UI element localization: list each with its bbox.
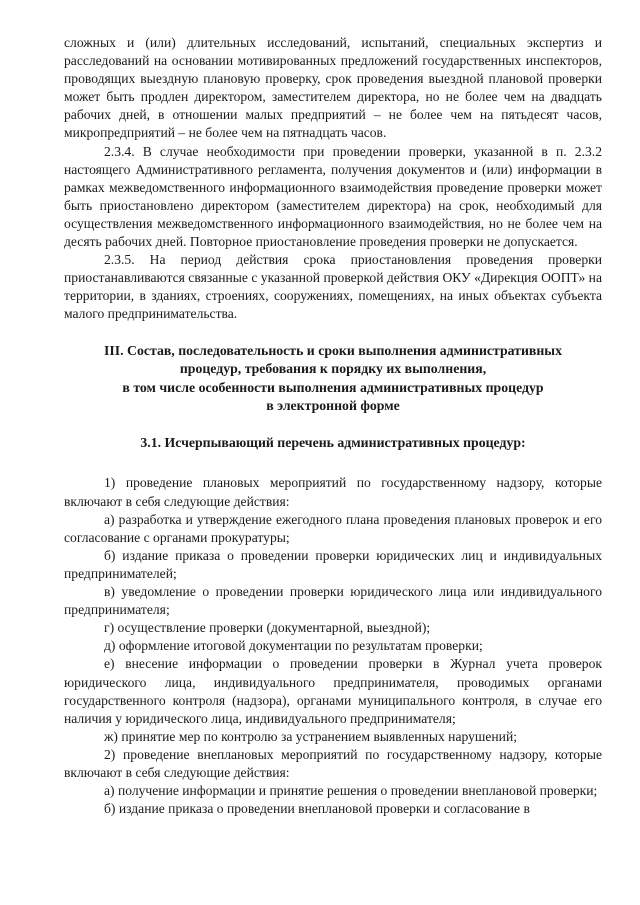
list-item: г) осуществление проверки (документарной, выездной); xyxy=(104,620,431,636)
document-page xyxy=(64,34,602,818)
paragraph-2-3-5: 2.3.5. На период действия срока приостановления проведения проверки приостанавливаются связанные с указанной проверкой действия ОКУ «Дирекция ООПТ» на территории, в зданиях, строениях, сооружениях, помещениях, на иных объектах субъекта малого предпринимательства. xyxy=(64,252,602,322)
section-heading-line-1: III. Состав, последовательность и сроки выполнения административных xyxy=(104,342,562,358)
list-item: б) издание приказа о проведении внеплановой проверки и согласование в xyxy=(104,801,530,817)
list-item: 2) проведение внеплановых мероприятий по государственному надзору, которые включают в себя следующие действия: xyxy=(64,746,602,780)
list-item: а) получение информации и принятие решения о проведении внеплановой проверки; xyxy=(104,783,598,799)
section-heading-line-4: в электронной форме xyxy=(266,398,400,414)
list-item: в) уведомление о проведении проверки юридического лица или индивидуального предпринимателя; xyxy=(64,584,602,618)
paragraph-2-3-4: 2.3.4. В случае необходимости при проведении проверки, указанной в п. 2.3.2 настоящего Административного регламента, получения документов и (или) информации в рамках межведомственного информационного взаимодействия проведение проверки может быть приостановлено директором (заместителем директора) на срок, необходимый для осуществления межведомственного информационного взаимодействия, но не более чем на десять рабочих дней. Повторное приостановление проведения проверки не допускается. xyxy=(64,143,602,250)
list-item: д) оформление итоговой документации по результатам проверки; xyxy=(104,638,483,654)
continuation-paragraph: сложных и (или) длительных исследований, испытаний, специальных экспертиз и расследований на основании мотивированных предложений государственных инспекторов, проводящих выездную плановую проверку, срок проведения выездной плановой проверки может быть продлен директором, заместителем директора, но не более чем на двадцать рабочих дней, в отношении малых предприятий – не более чем на пятьдесят часов, микропредприятий – не более чем на пятнадцать часов. xyxy=(64,35,602,141)
list-item: а) разработка и утверждение ежегодного плана проведения плановых проверок и его согласование с органами прокуратуры; xyxy=(64,511,602,545)
subsection-heading: 3.1. Исчерпывающий перечень административных процедур: xyxy=(140,434,526,450)
list-item: ж) принятие мер по контролю за устранением выявленных нарушений; xyxy=(104,728,518,744)
list-item: е) внесение информации о проведении проверки в Журнал учета проверок юридического лица, индивидуального предпринимателя, проводимых органами государственного контроля (надзора), органами муниципального контроля, в случае его наличия у юридического лица, индивидуального предпринимателя; xyxy=(64,656,602,726)
section-heading xyxy=(64,342,602,416)
list-item: 1) проведение плановых мероприятий по государственному надзору, которые включают в себя следующие действия: xyxy=(64,475,602,509)
section-heading-line-2: процедур, требования к порядку их выполнения, xyxy=(179,361,487,377)
section-heading-line-3: в том числе особенности выполнения административных процедур xyxy=(122,379,544,395)
list-item: б) издание приказа о проведении проверки юридических лиц и индивидуальных предпринимателей; xyxy=(64,547,602,581)
